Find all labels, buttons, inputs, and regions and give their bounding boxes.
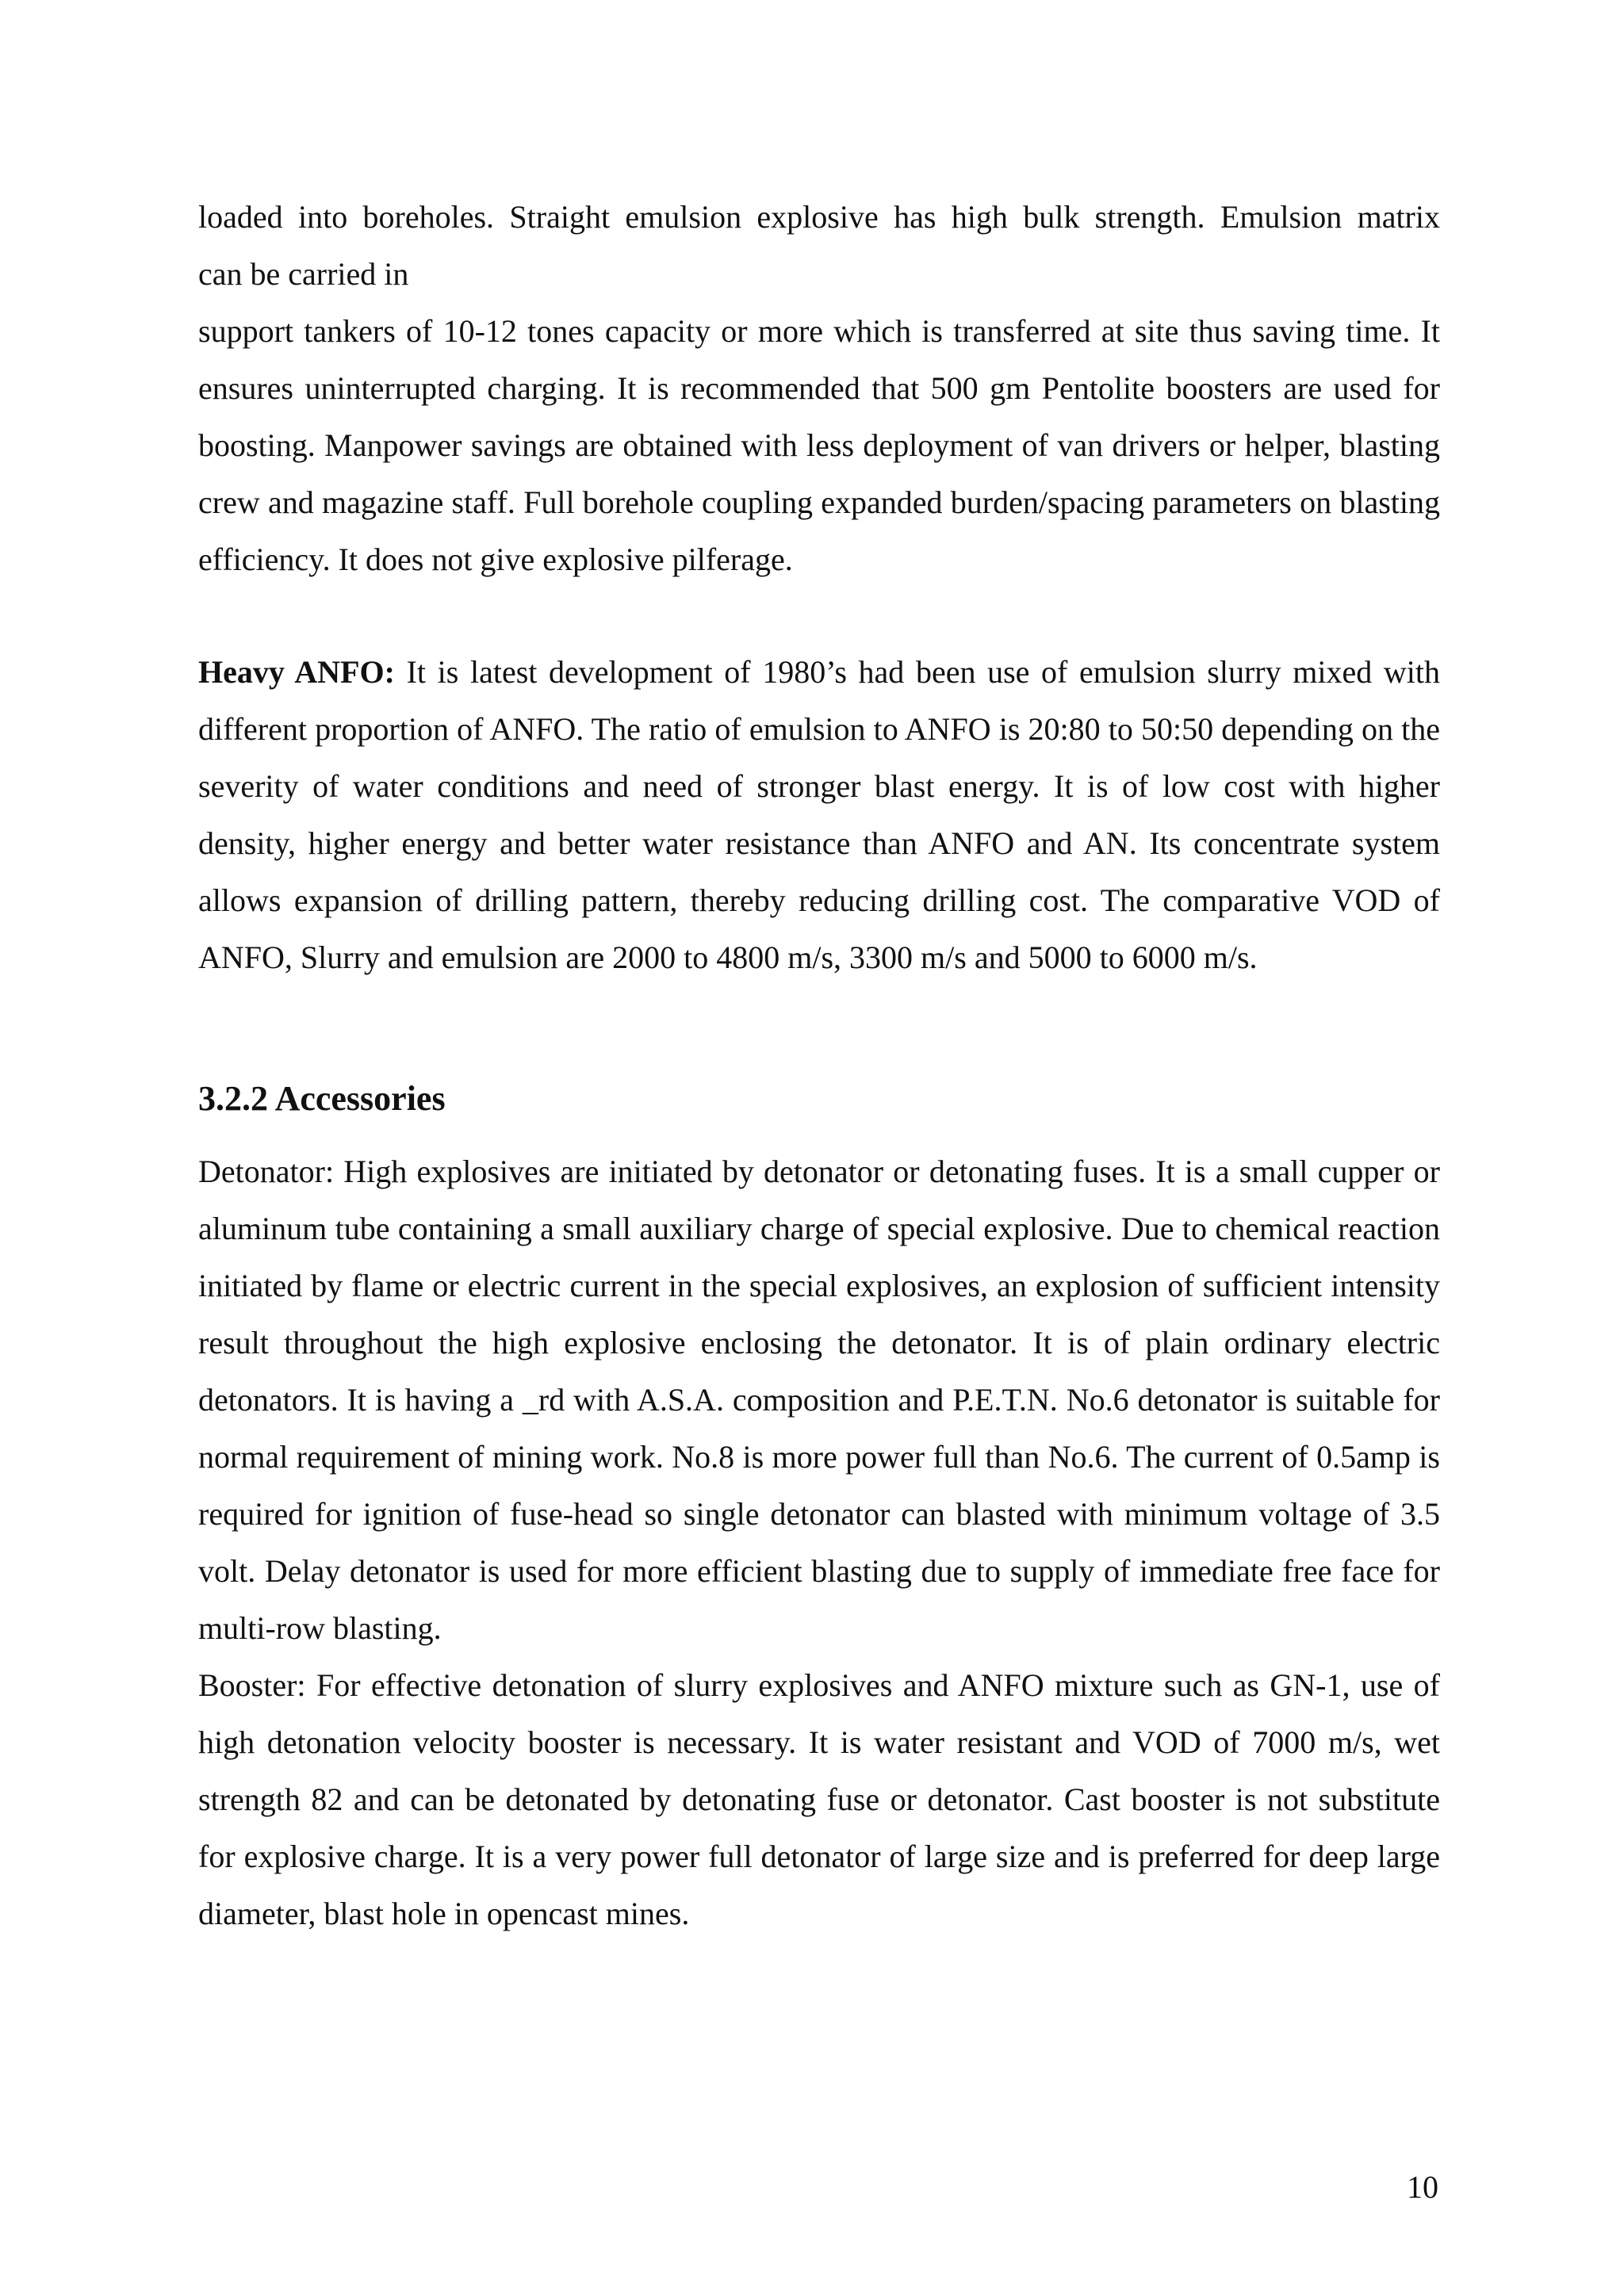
heavy-anfo-text: It is latest development of 1980’s had been use of emulsion slurry mixed with different proportion of ANFO. The ratio of emulsion to ANFO is 20:80 to 50:50 depending on the severity of water conditions and need of stronger blast energy. It is of low cost with higher density, higher energy and better water resistance than ANFO and AN. Its concentrate system allows expansion of drilling pattern, thereby reducing drilling cost. The comparative VOD of ANFO, Slurry and emulsion are 2000 to 4800 m/s, 3300 m/s and 5000 to 6000 m/s. xyxy=(198,654,1440,975)
document-page xyxy=(198,0,1440,2296)
section-heading-accessories: 3.2.2 Accessories xyxy=(198,1079,446,1118)
heavy-anfo-label: Heavy ANFO: xyxy=(198,654,395,690)
paragraph-line-loaded-into-boreholes: loaded into boreholes. Straight emulsion explosive has high bulk strength. Emulsion matrix xyxy=(198,199,1440,235)
paragraph-line-can-be-carried-in: can be carried in xyxy=(198,256,409,292)
booster-paragraph: Booster: For effective detonation of slurry explosives and ANFO mixture such as GN-1, use of high detonation velocity booster is necessary. It is water resistant and VOD of 7000 m/s, wet strength 82 and can be detonated by detonating fuse or detonator. Cast booster is not substitute for explosive charge. It is a very power full detonator of large size and is preferred for deep large diameter, blast hole in opencast mines. xyxy=(198,1667,1440,1931)
page-number: 10 xyxy=(1407,2169,1438,2205)
emulsion-paragraph: support tankers of 10-12 tones capacity or more which is transferred at site thus saving time. It ensures uninterrupted charging. It is recommended that 500 gm Pentolite boosters are used for boosting. Manpower savings are obtained with less deployment of van drivers or helper, blasting crew and magazine staff. Full borehole coupling expanded burden/spacing parameters on blasting efficiency. It does not give explosive pilferage. xyxy=(198,313,1440,577)
detonator-paragraph: Detonator: High explosives are initiated by detonator or detonating fuses. It is a small cupper or aluminum tube containing a small auxiliary charge of special explosive. Due to chemical reaction initiated by flame or electric current in the special explosives, an explosion of sufficient intensity result throughout the high explosive enclosing the detonator. It is of plain ordinary electric detonators. It is having a _rd with A.S.A. composition and P.E.T.N. No.6 detonator is suitable for normal requirement of mining work. No.8 is more power full than No.6. The current of 0.5amp is required for ignition of fuse-head so single detonator can blasted with minimum voltage of 3.5 volt. Delay detonator is used for more efficient blasting due to supply of immediate free face for multi-row blasting. xyxy=(198,1154,1440,1646)
heavy-anfo-paragraph xyxy=(198,644,1440,986)
